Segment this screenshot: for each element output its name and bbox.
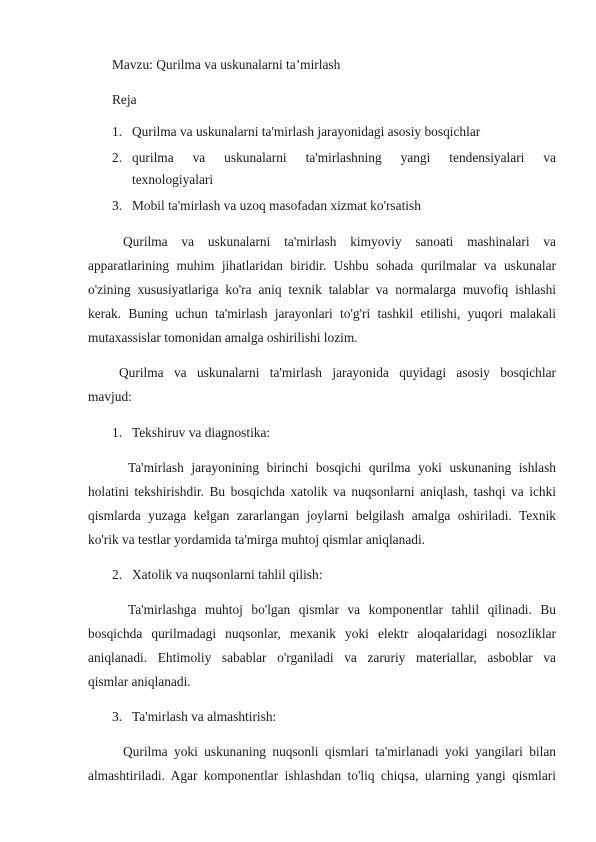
paragraph-line: qismlar aniqlanadi. bbox=[88, 674, 191, 689]
paragraph-line: apparatlarining muhim jihatlaridan biridir. Ushbu sohada qurilmalar va uskunalar bbox=[88, 258, 556, 273]
paragraph-line: mutaxassislar tomonidan amalga oshirilishi lozim. bbox=[88, 330, 358, 345]
plan-item-text-continued: texnologiyalari bbox=[132, 172, 214, 187]
paragraph-line: Qurilma va uskunalarni ta'mirlash kimyoviy sanoati mashinalari va bbox=[123, 234, 556, 249]
plan-item-text: Mobil ta'mirlash va uzoq masofadan xizmat ko'rsatish bbox=[132, 198, 421, 213]
plan-item-number: 1. bbox=[112, 124, 123, 139]
paragraph-line: bosqichda qurilmadagi nuqsonlar, mexanik yoki elektr aloqalaridagi nosozliklar bbox=[88, 626, 556, 641]
section-title: Xatolik va nuqsonlarni tahlil qilish: bbox=[132, 567, 323, 582]
paragraph-line: o'zining xususiyatlariga ko'ra aniq texnik talablar va normalarga muvofiq ishlashi bbox=[88, 282, 556, 297]
plan-item-number: 2. bbox=[112, 150, 123, 165]
section-number: 3. bbox=[112, 709, 123, 724]
plan-item-text: qurilma va uskunalarni ta'mirlashning yangi tendensiyalari va bbox=[132, 150, 556, 165]
paragraph-line: mavjud: bbox=[88, 389, 132, 404]
paragraph-line: Qurilma yoki uskunaning nuqsonli qismlari ta'mirlanadi yoki yangilari bilan bbox=[123, 744, 556, 759]
section-number: 2. bbox=[112, 567, 123, 582]
plan-item-text: Qurilma va uskunalarni ta'mirlash jarayonidagi asosiy bosqichlar bbox=[132, 124, 481, 139]
paragraph-line: aniqlanadi. Ehtimoliy sabablar o'rganiladi va zaruriy materiallar, asboblar va bbox=[88, 650, 556, 665]
paragraph-line: Ta'mirlashga muhtoj bo'lgan qismlar va komponentlar tahlil qilinadi. Bu bbox=[128, 602, 556, 617]
paragraph-line: almashtiriladi. Agar komponentlar ishlashdan to'liq chiqsa, ularning yangi qismlari bbox=[88, 768, 556, 783]
section-title: Ta'mirlash va almashtirish: bbox=[132, 709, 277, 724]
plan-heading: Reja bbox=[112, 92, 137, 107]
paragraph-line: kerak. Buning uchun ta'mirlash jarayonlari to'g'ri tashkil etilishi, yuqori malakali bbox=[88, 306, 556, 321]
paragraph-line: qismlarda yuzaga kelgan zararlangan joylarni belgilash amalga oshiriladi. Texnik bbox=[88, 508, 556, 523]
paragraph-line: ko'rik va testlar yordamida ta'mirga muhtoj qismlar aniqlanadi. bbox=[88, 532, 426, 547]
document-topic: Mavzu: Qurilma va uskunalarni ta’mirlash bbox=[112, 57, 341, 72]
section-number: 1. bbox=[112, 425, 123, 440]
paragraph-line: Qurilma va uskunalarni ta'mirlash jarayonida quyidagi asosiy bosqichlar bbox=[119, 365, 556, 380]
plan-item-number: 3. bbox=[112, 198, 123, 213]
paragraph-line: Ta'mirlash jarayonining birinchi bosqichi qurilma yoki uskunaning ishlash bbox=[128, 460, 556, 475]
paragraph-line: holatini tekshirishdir. Bu bosqichda xatolik va nuqsonlarni aniqlash, tashqi va ichki bbox=[88, 484, 556, 499]
section-title: Tekshiruv va diagnostika: bbox=[132, 425, 271, 440]
